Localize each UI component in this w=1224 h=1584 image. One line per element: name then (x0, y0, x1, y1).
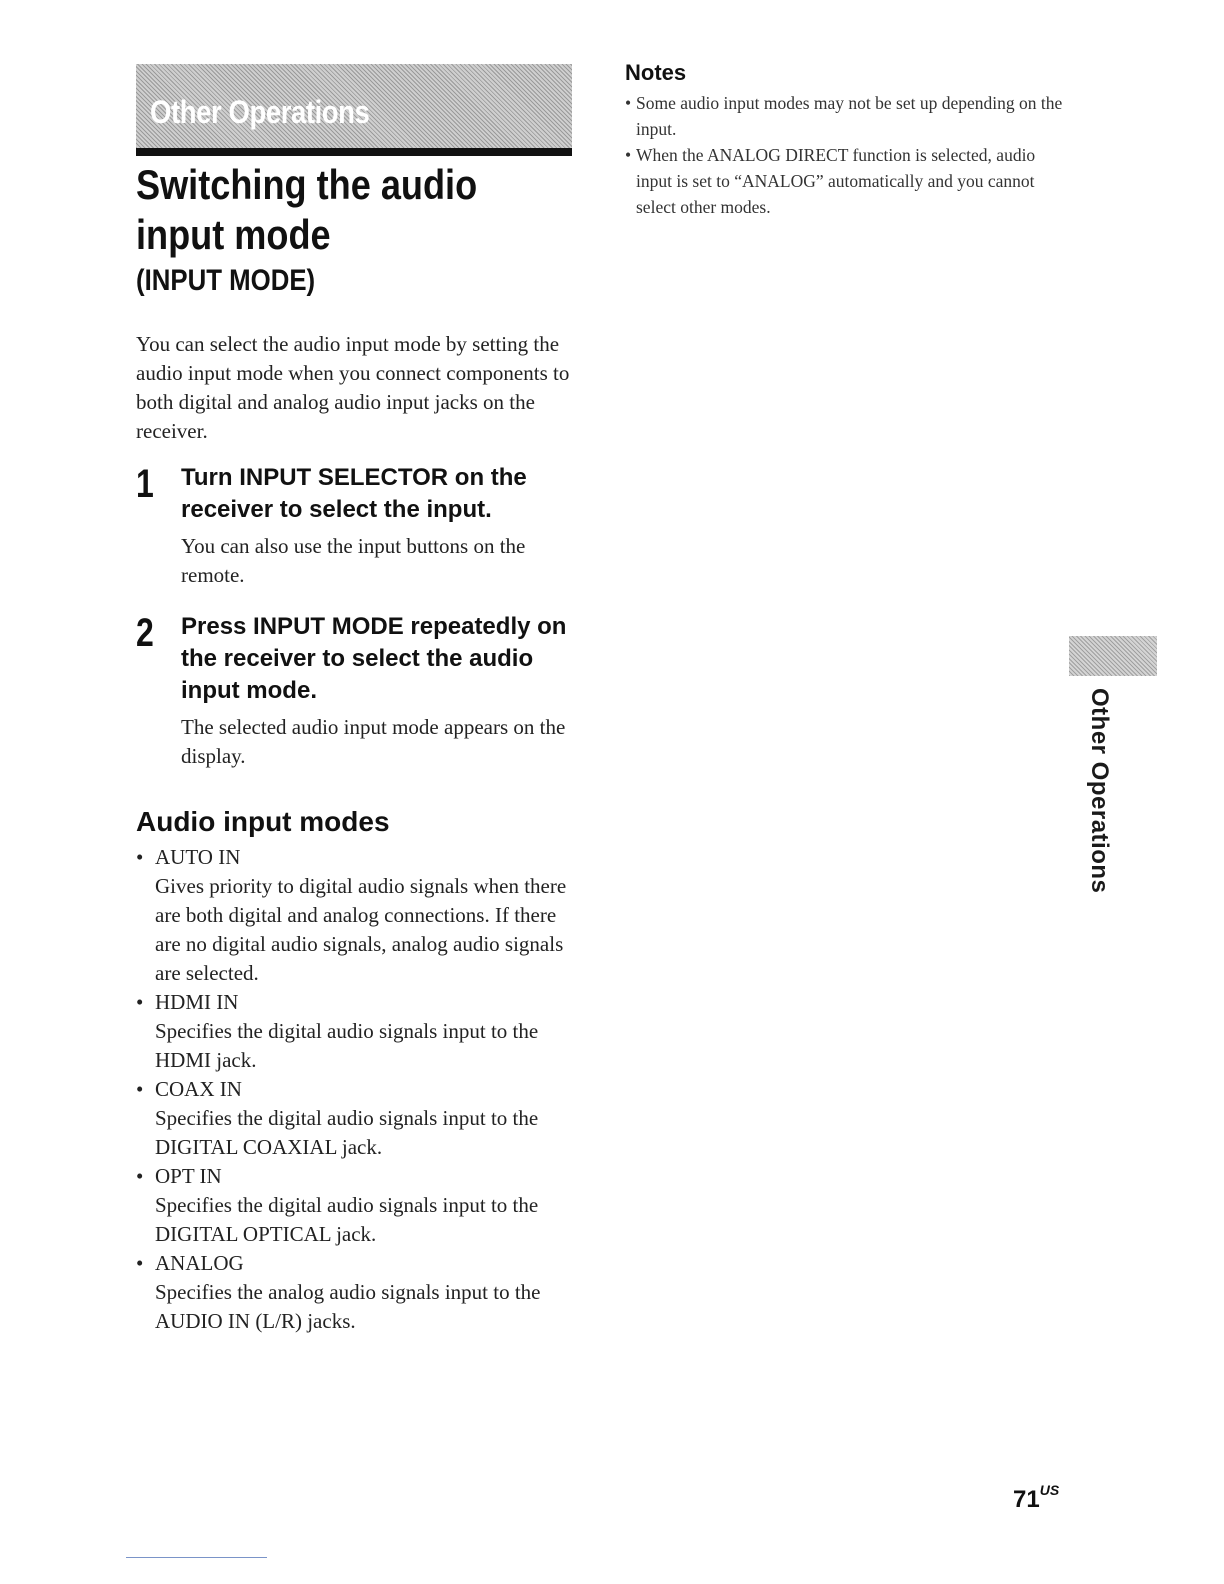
page-title: Switching the audio input mode (136, 161, 478, 258)
mode-name: • OPT IN (155, 1164, 222, 1188)
step-2 (136, 611, 586, 771)
step-detail: You can also use the input buttons on the remote. (181, 534, 526, 587)
notes-section (625, 60, 1075, 220)
side-tab-label: Other Operations (1086, 688, 1113, 894)
mode-description: Specifies the analog audio signals input to the AUDIO IN (L/R) jacks. (155, 1280, 541, 1333)
step-heading: Turn INPUT SELECTOR on the receiver to select the input. (181, 464, 527, 523)
step-1 (136, 462, 586, 590)
modes-heading: Audio input modes (136, 806, 390, 837)
page-number-suffix: US (1039, 1482, 1060, 1498)
mode-name: • HDMI IN (155, 990, 239, 1014)
step-number: 1 (136, 462, 154, 506)
mode-description: Specifies the digital audio signals input to the DIGITAL OPTICAL jack. (155, 1193, 539, 1246)
note-item: • Some audio input modes may not be set up depending on the input. (625, 90, 1065, 142)
modes-list (136, 843, 576, 1336)
notes-list (625, 90, 1065, 220)
page-number (1013, 1482, 1060, 1514)
mode-description: Specifies the digital audio signals input to the HDMI jack. (155, 1019, 539, 1072)
mode-description: Specifies the digital audio signals input to the DIGITAL COAXIAL jack. (155, 1106, 539, 1159)
mode-item (136, 1162, 576, 1249)
mode-item (136, 1075, 576, 1162)
note-item: • When the ANALOG DIRECT function is selected, audio input is set to “ANALOG” automatically and you cannot select other modes. (625, 142, 1065, 220)
side-tab-marker (1069, 636, 1157, 676)
step-number: 2 (136, 611, 154, 655)
step-heading: Press INPUT MODE repeatedly on the receiver to select the audio input mode. (181, 613, 567, 704)
intro-paragraph: You can select the audio input mode by setting the audio input mode when you connect components to both digital and analog audio input jacks on the receiver. (136, 332, 570, 443)
mode-name: • AUTO IN (155, 845, 241, 869)
mode-item (136, 1249, 576, 1336)
mode-item (136, 843, 576, 988)
mode-description: Gives priority to digital audio signals when there are both digital and analog connections. If there are no digital audio signals, analog audio signals are selected. (155, 874, 567, 985)
mode-name: • COAX IN (155, 1077, 242, 1101)
step-detail: The selected audio input mode appears on the display. (181, 715, 566, 768)
section-banner-label: Other Operations (150, 94, 370, 130)
bottom-rule (126, 1557, 267, 1558)
page-subtitle: (INPUT MODE) (136, 264, 316, 297)
page-number-value: 71 (1013, 1486, 1040, 1513)
notes-heading: Notes (625, 60, 687, 85)
mode-item (136, 988, 576, 1075)
mode-name: • ANALOG (155, 1251, 244, 1275)
section-banner (136, 64, 572, 156)
